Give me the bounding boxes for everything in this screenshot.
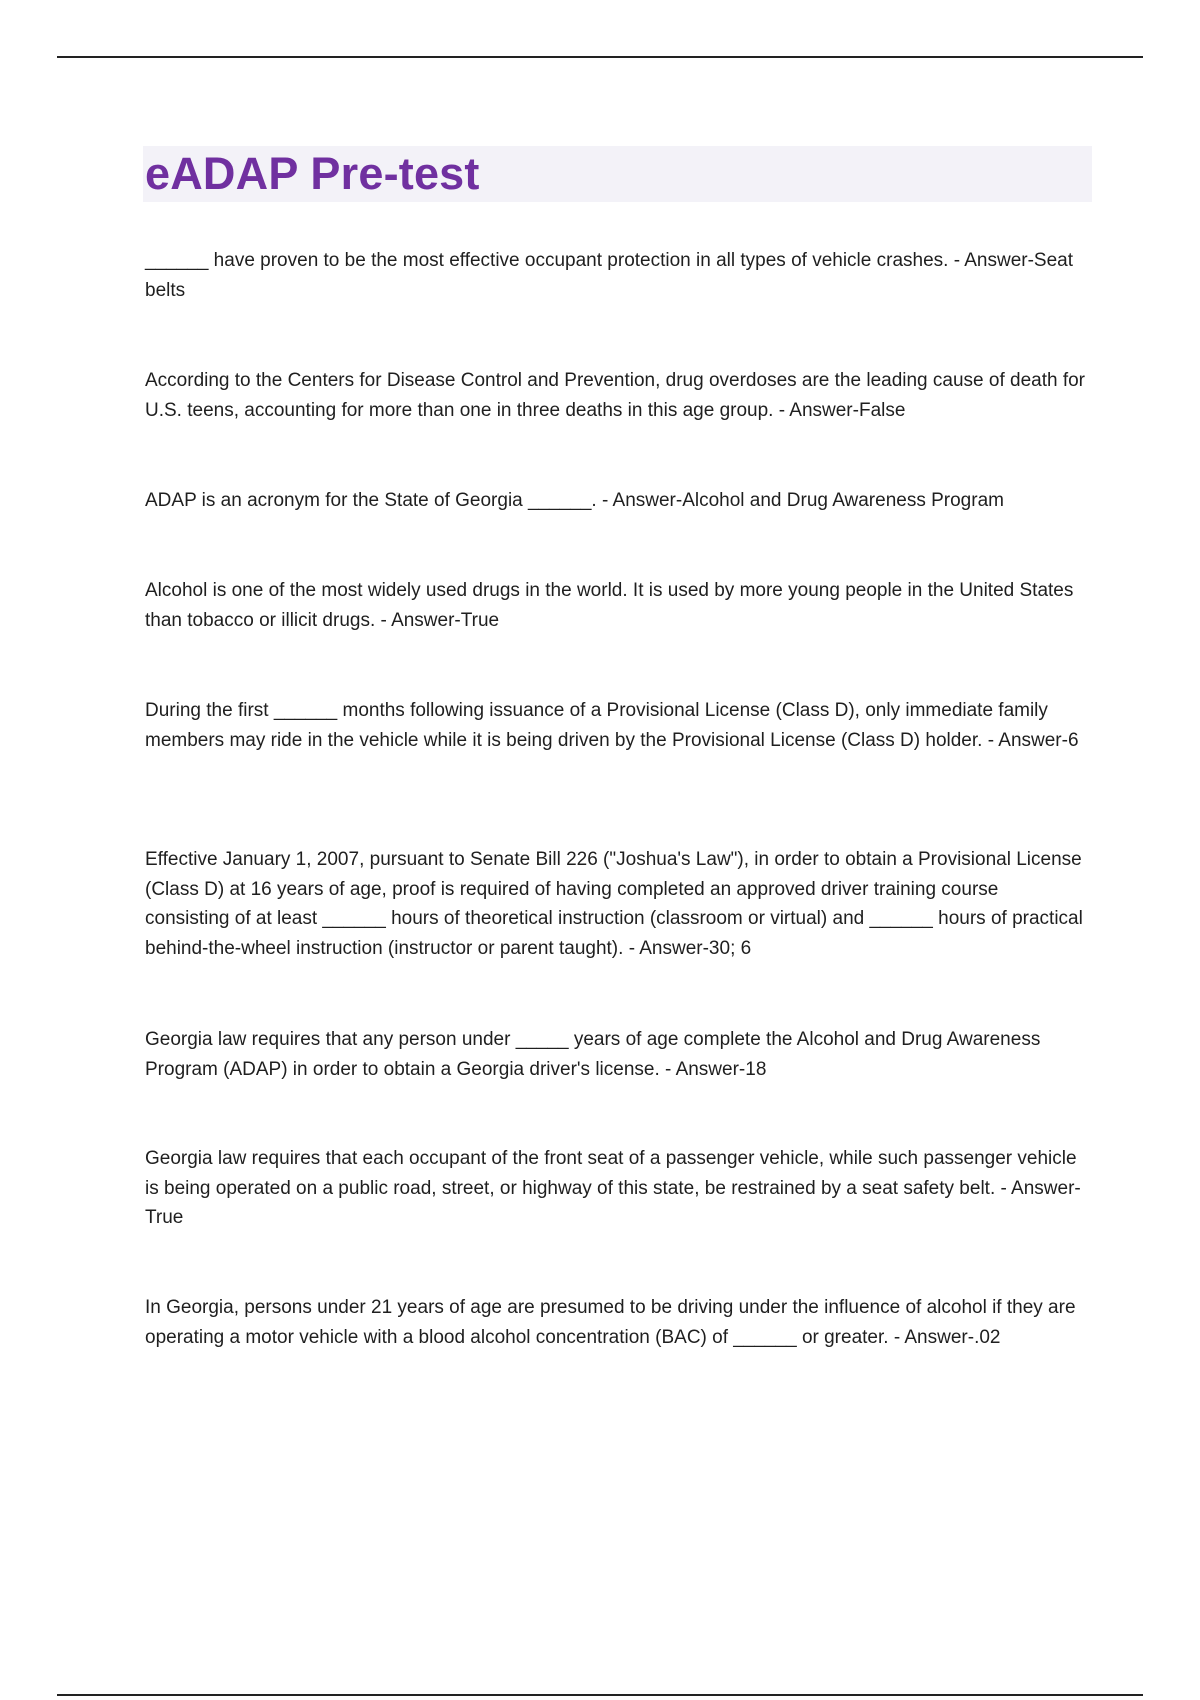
question-item: ADAP is an acronym for the State of Georgia ______. - Answer-Alcohol and Drug Awareness Program xyxy=(145,490,1004,511)
question-item: In Georgia, persons under 21 years of age are presumed to be driving under the influence of alcohol if they are operating a motor vehicle with a blood alcohol concentration (BAC) of ______ or greater. - Answer-.02 xyxy=(145,1297,1076,1348)
question-item: Effective January 1, 2007, pursuant to Senate Bill 226 ("Joshua's Law"), in order to obtain a Provisional License (Class D) at 16 years of age, proof is required of having completed an approved driver training course consisting of at least ______ hours of theoretical instruction (classroom or virtual) and ______ hours of practical behind-the-wheel instruction (instructor or parent taught). - Answer-30; 6 xyxy=(145,849,1083,959)
question-item: During the first ______ months following issuance of a Provisional License (Class D), only immediate family members may ride in the vehicle while it is being driven by the Provisional License (Class D) holder. - Answer-6 xyxy=(145,700,1079,751)
bottom-divider xyxy=(57,1694,1143,1696)
top-divider xyxy=(57,56,1143,58)
question-item: ______ have proven to be the most effective occupant protection in all types of vehicle crashes. - Answer-Seat belts xyxy=(145,250,1074,301)
question-item: Alcohol is one of the most widely used drugs in the world. It is used by more young people in the United States than tobacco or illicit drugs. - Answer-True xyxy=(145,580,1074,631)
question-item: Georgia law requires that each occupant of the front seat of a passenger vehicle, while such passenger vehicle is being operated on a public road, street, or highway of this state, be restrained by a seat safety belt. - Answer-True xyxy=(145,1148,1081,1228)
title-banner xyxy=(143,146,1092,202)
page-title: eADAP Pre-test xyxy=(145,148,480,199)
question-item: According to the Centers for Disease Control and Prevention, drug overdoses are the leading cause of death for U.S. teens, accounting for more than one in three deaths in this age group. - Answer-False xyxy=(145,370,1085,421)
question-item: Georgia law requires that any person under _____ years of age complete the Alcohol and Drug Awareness Program (ADAP) in order to obtain a Georgia driver's license. - Answer-18 xyxy=(145,1029,1041,1080)
